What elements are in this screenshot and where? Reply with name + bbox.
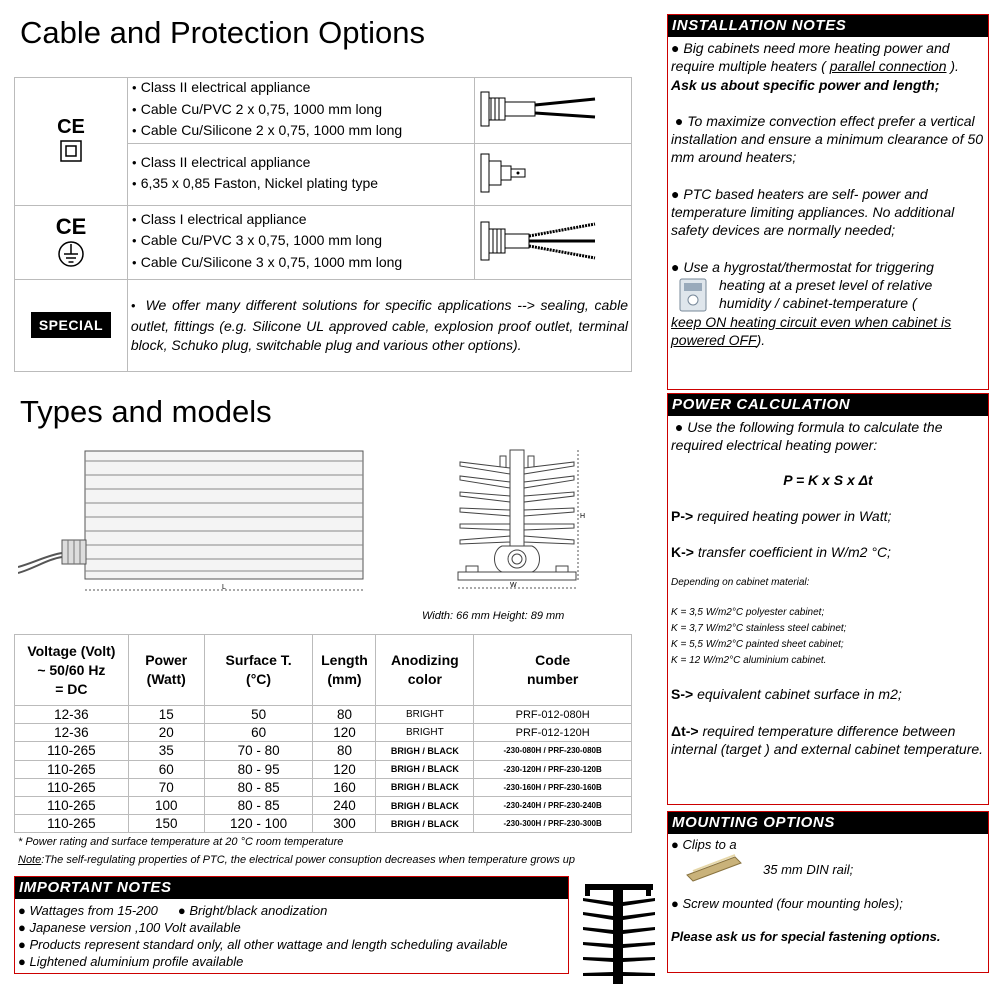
cable-3wire-image — [475, 205, 632, 279]
option-line: ● Cable Cu/PVC 2 x 0,75, 1000 mm long — [132, 100, 474, 122]
svg-text:CE: CE — [55, 213, 87, 239]
cable-option-3 — [127, 205, 474, 279]
special-options-text: ● We offer many different solutions for specific applications --> sealing, cable outlet, fittings (e.g. Silicone UL approved cable, explosion proof outlet, terminal block, Schuko plug, switchable plug and various other options). — [127, 279, 631, 371]
power-calculation-box: POWER CALCULATION ● Use the following formula to calculate the required electrical heating power: P = K x S x Δt P-> required heating power in Watt; K-> transfer coefficient in W/m2 °C; Depending on cabinet material: K = 3,5 W/m2°C polyester cabinet; K = 3,7 W/m2°C stainless steel cabinet; K = 5,5 W/m2°C painted sheet cabinet; K = 12 W/m2°C aluminium cabinet. S-> equivalent cabinet surface in m2; Δt-> required temperature difference between internal (target ) and external cabinet temperature. — [667, 393, 989, 805]
note-line: Bright/black anodization — [189, 903, 328, 918]
heater-side-view-drawing — [18, 445, 368, 595]
installation-notes-title: INSTALLATION NOTES — [668, 15, 988, 37]
installation-notes-box: INSTALLATION NOTES ● Big cabinets need more heating power and require multiple heaters ( parallel connection ). Ask us about specific power and length; ● To maximize convection effect prefer a vertical installation and ensure a minimum clearance of 50 mm around heaters; ● PTC based heaters are self- power and temperature limiting appliances. No additional safety devices are normally needed; ● Use a hygrostat/thermostat for triggering heating at a preset level of relative humidity / cabinet-temperature ( keep ON heating circuit even when cabinet is powered OFF). — [667, 14, 989, 390]
option-line: ● Class II electrical appliance — [132, 153, 474, 175]
faston-connector-icon — [475, 148, 605, 198]
table-row: 110-265 150 120 - 100 300 BRIGH / BLACK -230-300H / PRF-230-300B — [15, 815, 632, 833]
svg-text:CE: CE — [57, 115, 85, 138]
dim-h: H — [580, 513, 586, 520]
k-values-list: K = 3,5 W/m2°C polyester cabinet; K = 3,7 W/m2°C stainless steel cabinet; K = 5,5 W/m2°C painted sheet cabinet; K = 12 W/m2°C aluminium cabinet. — [671, 607, 847, 667]
footnote-note — [18, 854, 575, 866]
cable-3wire-icon — [475, 214, 605, 268]
cable-2wire-icon — [475, 84, 605, 134]
option-line: ● Cable Cu/Silicone 2 x 0,75, 1000 mm long — [132, 121, 474, 143]
note-line: Wattages from 15-200 — [29, 903, 158, 918]
faston-image — [475, 143, 632, 205]
col-voltage: Voltage (Volt) ~ 50/60 Hz = DC — [15, 635, 129, 706]
ce-class2-icon — [51, 115, 91, 165]
col-power: Power (Watt) — [128, 635, 204, 706]
option-line: ● Class I electrical appliance — [132, 210, 474, 232]
install-note-3: PTC based heaters are self- power and temperature limiting appliances. No additional safety devices are normally needed; — [671, 185, 955, 239]
cable-section-title: Cable and Protection Options — [20, 15, 425, 50]
power-formula: P = K x S x Δt — [783, 471, 873, 488]
special-text: We offer many different solutions for specific applications --> sealing, cable outlet, fittings (e.g. Silicone UL approved cable, explosion proof outlet, terminal block, Schuko plug, switchable plug and various other options). — [130, 296, 628, 353]
table-row: 110-265 35 70 - 80 80 BRIGH / BLACK -230-080H / PRF-230-080B — [15, 742, 632, 760]
thermostat-icon — [679, 278, 707, 312]
cable-2wire-image — [475, 78, 632, 144]
option-line: ● 6,35 x 0,85 Faston, Nickel plating type — [132, 174, 474, 196]
ce-class1-earth-icon — [51, 214, 91, 268]
power-intro: Use the following formula to calculate the required electrical heating power: — [671, 419, 943, 454]
col-surface: Surface T. (°C) — [204, 635, 313, 706]
dim-w: W — [510, 582, 517, 589]
fastening-options-text: Please ask us for special fastening options. — [671, 929, 941, 944]
keep-on-link[interactable]: keep ON heating circuit even when cabinet is powered OFF — [671, 313, 952, 348]
note-label: Note — [18, 854, 42, 866]
option-line: ● Class II electrical appliance — [132, 78, 474, 100]
option-line: ● Cable Cu/PVC 3 x 0,75, 1000 mm long — [132, 231, 474, 253]
note-line: Japanese version ,100 Volt available — [29, 920, 241, 935]
note-text: :The self-regulating properties of PTC, the electrical power consuption decreases when temperature grows up — [41, 854, 576, 866]
din-rail-icon — [685, 853, 743, 885]
class1-symbol-cell — [15, 205, 128, 279]
mounting-line: Screw mounted (four mounting holes); — [682, 896, 903, 911]
table-row: 110-265 100 80 - 85 240 BRIGH / BLACK -230-240H / PRF-230-240B — [15, 796, 632, 814]
note-line: Products represent standard only, all other wattage and length scheduling available — [29, 937, 508, 952]
table-row: 12-36 20 60 120 BRIGHT PRF-012-120H — [15, 724, 632, 742]
footnote-power: * Power rating and surface temperature at 20 °C room temperature — [18, 836, 344, 848]
mounting-options-title: MOUNTING OPTIONS — [668, 812, 988, 834]
din-rail-label: 35 mm DIN rail; — [763, 862, 854, 877]
install-note-2: To maximize convection effect prefer a vertical installation and ensure a minimum clearance of 50 mm around heaters; — [671, 112, 984, 166]
profile-section-drawing — [583, 884, 655, 984]
heater-cross-section-drawing — [452, 448, 587, 596]
ask-us-text: Ask us about specific power and length; — [671, 76, 940, 93]
mounting-options-box: MOUNTING OPTIONS ● Clips to a 35 mm DIN rail; ● Screw mounted (four mounting holes); Please ask us for special fastening options. — [667, 811, 989, 973]
cabinet-material-label: Depending on cabinet material: — [671, 577, 810, 589]
important-notes-box: IMPORTANT NOTES ● Wattages from 15-200 ● Bright/black anodization ● Japanese version ,100 Volt available ● Products represent standard only, all other wattage and length scheduling available ● Lightened aluminium profile available — [14, 876, 569, 974]
types-section-title: Types and models — [20, 394, 272, 429]
table-row: 12-36 15 50 80 BRIGHT PRF-012-080H — [15, 706, 632, 724]
special-label-cell — [15, 279, 128, 371]
dimensions-caption: Width: 66 mm Height: 89 mm — [422, 610, 565, 622]
col-length: Length (mm) — [313, 635, 376, 706]
special-badge: SPECIAL — [31, 312, 111, 338]
note-line: Lightened aluminium profile available — [29, 954, 244, 969]
cable-option-1 — [127, 78, 474, 144]
important-notes-title: IMPORTANT NOTES — [15, 877, 568, 899]
table-row: 110-265 60 80 - 95 120 BRIGH / BLACK -230-120H / PRF-230-120B — [15, 760, 632, 778]
parallel-connection-link[interactable]: parallel connection — [829, 58, 947, 75]
col-anodizing: Anodizing color — [376, 635, 474, 706]
power-calculation-title: POWER CALCULATION — [668, 394, 988, 416]
class2-symbol-cell — [15, 78, 128, 206]
cable-option-2 — [127, 143, 474, 205]
mounting-line: Clips to a — [682, 837, 737, 852]
option-line: ● Cable Cu/Silicone 3 x 0,75, 1000 mm long — [132, 253, 474, 275]
install-note-4a: Use a hygrostat/thermostat for triggering — [683, 258, 934, 275]
dim-l: L — [222, 584, 226, 591]
cable-options-table — [14, 77, 632, 372]
models-table — [14, 634, 632, 833]
col-code: Code number — [474, 635, 632, 706]
table-row: 110-265 70 80 - 85 160 BRIGH / BLACK -230-160H / PRF-230-160B — [15, 778, 632, 796]
